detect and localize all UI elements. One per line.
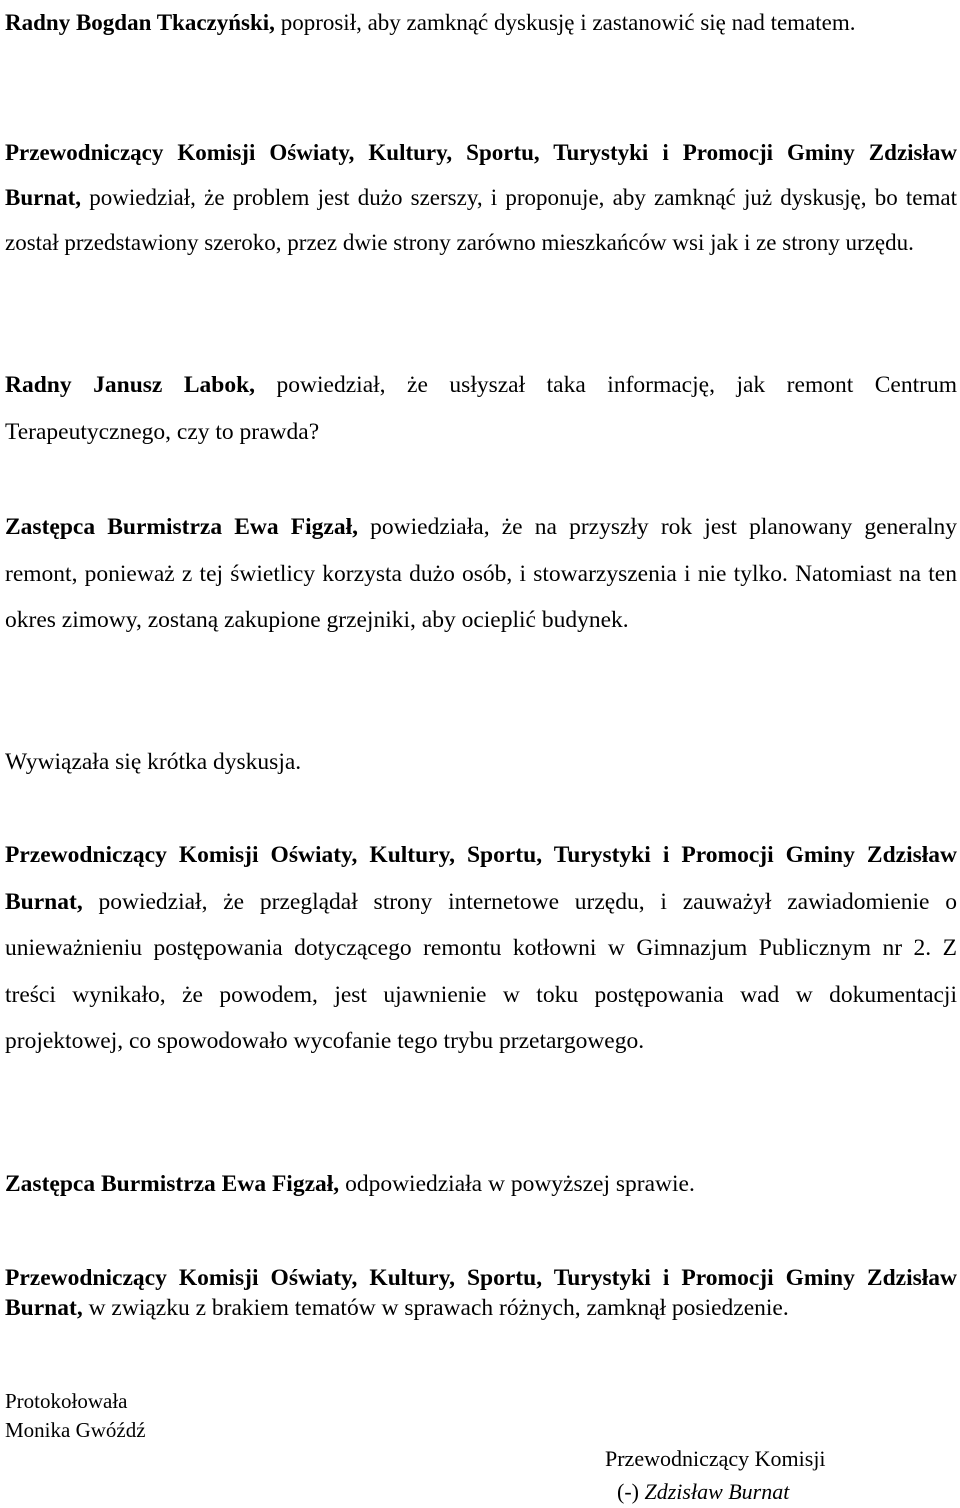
speaker-name: Przewodniczący Komisji Oświaty, Kultury, Sportu, Turystyki i Promocji Gminy Zdzisław Burnat, [5, 842, 957, 915]
paragraph-7 [5, 1161, 957, 1208]
signature-right-line [605, 1475, 826, 1508]
speaker-name: Radny Janusz Labok, [5, 372, 256, 398]
paragraph-text: powiedział, że problem jest dużo szerszy, i proponuje, aby zamknąć już dyskusję, bo temat został przedstawiony szeroko, przez dwie strony zarówno mieszkańców wsi jak i ze strony urzędu. [5, 185, 957, 255]
signature-left-name: Monika Gwóźdź [5, 1418, 146, 1442]
signature-right-name: Zdzisław Burnat [644, 1479, 790, 1504]
signature-left-role: Protokołowała [5, 1389, 128, 1413]
paragraph-text: powiedziała, że na przyszły rok jest planowany generalny remont, ponieważ z tej świetlicy korzysta dużo osób, i stowarzyszenia i nie tylko. Natomiast na ten okres zimowy, zostaną zakupione grzejniki, aby ocieplić budynek. [5, 514, 957, 633]
signature-left [5, 1387, 146, 1445]
paragraph-5 [5, 739, 957, 786]
speaker-name: Radny Bogdan Tkaczyński, [5, 10, 275, 35]
paragraph-4 [5, 504, 957, 644]
signature-right [605, 1442, 826, 1508]
paragraph-3 [5, 362, 957, 455]
paragraph-1 [5, 0, 957, 45]
paragraph-text: poprosił, aby zamknąć dyskusję i zastanowić się nad tematem. [274, 10, 856, 35]
speaker-name: Przewodniczący Komisji Oświaty, Kultury, Sportu, Turystyki i Promocji Gminy Zdzisław Burnat, [5, 1265, 957, 1321]
paragraph-text: powiedział, że usłyszał taka informację, jak remont Centrum Terapeutycznego, czy to prawda? [5, 372, 957, 445]
paragraph-text: powiedział, że przeglądał strony internetowe urzędu, i zauważył zawiadomienie o unieważnieniu postępowania dotyczącego remontu kotłowni w Gimnazjum Publicznym nr 2. Z treści wynikało, że powodem, jest ujawnienie w toku postępowania wad w dokumentacji projektowej, co spowodowało wycofanie tego trybu przetargowego. [5, 888, 957, 1054]
paragraph-text: odpowiedziała w powyższej sprawie. [339, 1171, 695, 1197]
paragraph-text: w związku z brakiem tematów w sprawach różnych, zamknął posiedzenie. [82, 1295, 789, 1321]
paragraph-text: Wywiązała się krótka dyskusja. [5, 749, 302, 775]
signature-right-prefix: (-) [617, 1479, 639, 1504]
speaker-name: Przewodniczący Komisji Oświaty, Kultury, Sportu, Turystyki i Promocji Gminy Zdzisław Burnat, [5, 140, 957, 210]
signature-right-role: Przewodniczący Komisji [605, 1446, 826, 1471]
paragraph-8 [5, 1263, 957, 1323]
paragraph-2 [5, 130, 957, 265]
speaker-name: Zastępca Burmistrza Ewa Figzał, [5, 1171, 340, 1197]
speaker-name: Zastępca Burmistrza Ewa Figzał, [5, 514, 359, 540]
paragraph-6 [5, 832, 957, 1065]
